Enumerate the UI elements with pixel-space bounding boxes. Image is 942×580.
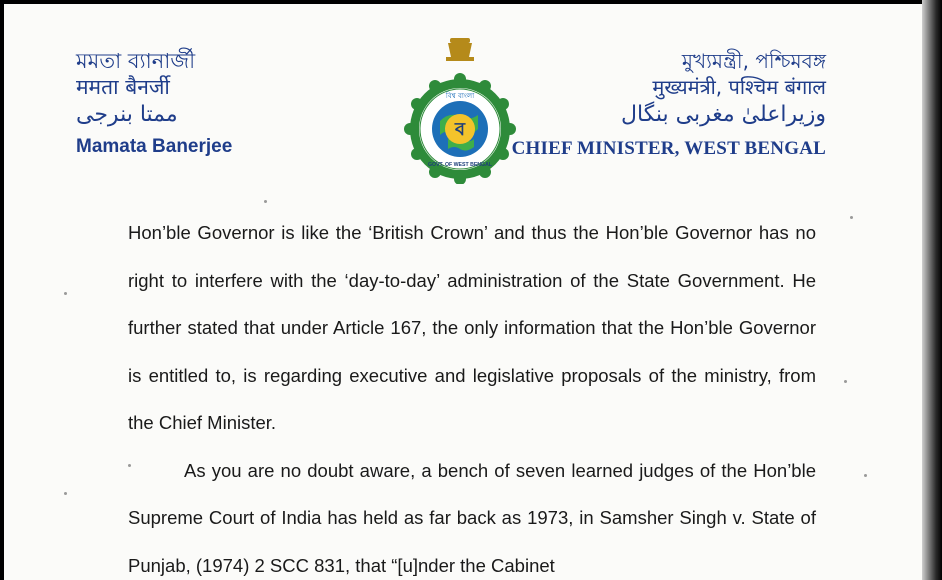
title-english: CHIEF MINISTER, WEST BENGAL bbox=[511, 138, 826, 159]
west-bengal-seal-icon bbox=[400, 34, 520, 184]
title-bengali: মুখ্যমন্ত্রী, পশ্চিমবঙ্গ bbox=[681, 49, 826, 73]
paper-speck bbox=[64, 492, 67, 495]
paragraph-1: Hon’ble Governor is like the ‘British Crown’ and thus the Hon’ble Governor has no right to interfere with the ‘day-to-day’ administration of the State Government. He further stated that under Article 167, the only information that the Hon’ble Governor is entitled to, is regarding executive and legislative proposals of the ministry, from the Chief Minister. bbox=[128, 222, 816, 433]
paragraph-2: As you are no doubt aware, a bench of seven learned judges of the Hon’ble Supreme Court of India has held as far back as 1973, in Samsher Singh v. State of Punjab, (1974) 2 SCC 831, that “[u]nder the Cabinet bbox=[128, 459, 816, 576]
letter-body bbox=[128, 209, 816, 580]
name-bengali: মমতা ব্যানার্জী bbox=[76, 49, 196, 73]
seal-text-top: বিশ্ব বাংলা bbox=[445, 92, 475, 100]
state-emblem bbox=[400, 34, 520, 184]
paper-speck bbox=[128, 464, 131, 467]
page-edge-shadow bbox=[922, 0, 942, 580]
name-urdu: ممتا بنرجی bbox=[76, 102, 178, 127]
paper-speck bbox=[64, 292, 67, 295]
letter-page bbox=[4, 4, 922, 580]
paper-speck bbox=[264, 200, 267, 203]
name-english: Mamata Banerjee bbox=[76, 136, 233, 157]
name-hindi: ममता बैनर्जी bbox=[76, 75, 170, 99]
paper-speck bbox=[844, 380, 847, 383]
title-urdu: وزیراعلیٰ مغربی بنگال bbox=[621, 102, 826, 127]
paper-speck bbox=[850, 216, 853, 219]
seal-center-letter: ব bbox=[454, 119, 466, 140]
title-hindi: मुख्यमंत्री, पश्चिम बंगाल bbox=[652, 75, 826, 99]
paper-speck bbox=[864, 474, 867, 477]
seal-text-bottom: GOVT. OF WEST BENGAL bbox=[428, 162, 492, 168]
sender-name-block bbox=[76, 48, 232, 158]
office-title-block bbox=[512, 48, 826, 160]
